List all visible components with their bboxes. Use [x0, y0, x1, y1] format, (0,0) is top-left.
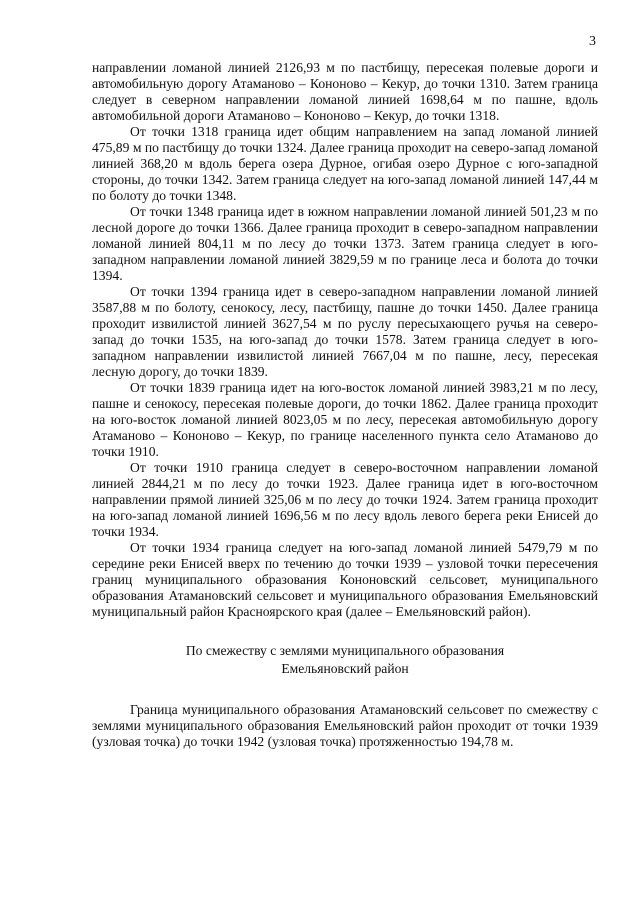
paragraph-3: От точки 1348 граница идет в южном направлении ломаной линией 501,23 м по лесной дороге до точки 1366. Далее граница проходит в северо-западном направлении ломаной линией 804,11 м по лесу до точки 1373. Затем граница следует в юго-западном направлении ломаной линией 3829,59 м по границе леса и болота до точки 1394.	[92, 204, 598, 283]
paragraph-6: От точки 1910 граница следует в северо-восточном направлении ломаной линией 2844,21 м по лесу до точки 1923. Далее граница идет в юго-восточном направлении прямой линией 325,06 м по лесу до точки 1924. Затем граница проходит на юго-запад ломаной линией 1696,56 м по лесу вдоль левого берега реки Енисей до точки 1934.	[92, 460, 598, 539]
document-body	[92, 60, 598, 750]
paragraph-7: От точки 1934 граница следует на юго-запад ломаной линией 5479,79 м по середине реки Енисей вверх по течению до точки 1939 – узловой точки пересечения границ муниципального образования Кононовский сельсовет, муниципального образования Атамановский сельсовет и муниципального образования Емельяновский муниципальный район Красноярского края (далее – Емельяновский район).	[92, 540, 598, 619]
paragraph-4: От точки 1394 граница идет в северо-западном направлении ломаной линией 3587,88 м по болоту, сенокосу, лесу, пастбищу, пашне до точки 1450. Далее граница проходит извилистой линией 3627,54 м по руслу пересыхающего ручья на северо-запад до точки 1535, на юго-запад до точки 1578. Затем граница следует в юго-западном направлении извилистой линией 7667,04 м по пашне, лесу, пересекая лесную дорогу, до точки 1839.	[92, 284, 598, 379]
section-heading-line-2: Емельяновский район	[281, 661, 409, 676]
paragraph-2: От точки 1318 граница идет общим направлением на запад ломаной линией 475,89 м по пастбищу до точки 1324. Далее граница проходит на северо-запад ломаной линией 368,20 м вдоль берега озера Дурное, огибая озеро Дурное с юго-западной стороны, до точки 1342. Затем граница следует на юго-запад ломаной линией 147,44 м по болоту до точки 1348.	[92, 124, 598, 203]
final-paragraph: Граница муниципального образования Атамановский сельсовет по смежеству с землями муниципального образования Емельяновский район проходит от точки 1939 (узловая точка) до точки 1942 (узловая точка) протяженностью 194,78 м.	[92, 702, 598, 749]
section-heading	[92, 642, 598, 678]
page-number: 3	[589, 34, 596, 49]
paragraph-1: направлении ломаной линией 2126,93 м по пастбищу, пересекая полевые дороги и автомобильную дорогу Атаманово – Кононово – Кекур, до точки 1310. Затем граница следует в северном направлении ломаной линией 1698,64 м по пашне, вдоль автомобильной дороги Атаманово – Кононово – Кекур, до точки 1318.	[92, 60, 598, 123]
paragraph-5: От точки 1839 граница идет на юго-восток ломаной линией 3983,21 м по лесу, пашне и сенокосу, пересекая полевые дороги, до точки 1862. Далее граница проходит на юго-восток ломаной линией 8023,05 м по лесу, пересекая автомобильную дорогу Атаманово – Кононово – Кекур, по границе населенного пункта село Атаманово до точки 1910.	[92, 380, 598, 459]
section-heading-line-1: По смежеству с землями муниципального образования	[185, 643, 505, 658]
